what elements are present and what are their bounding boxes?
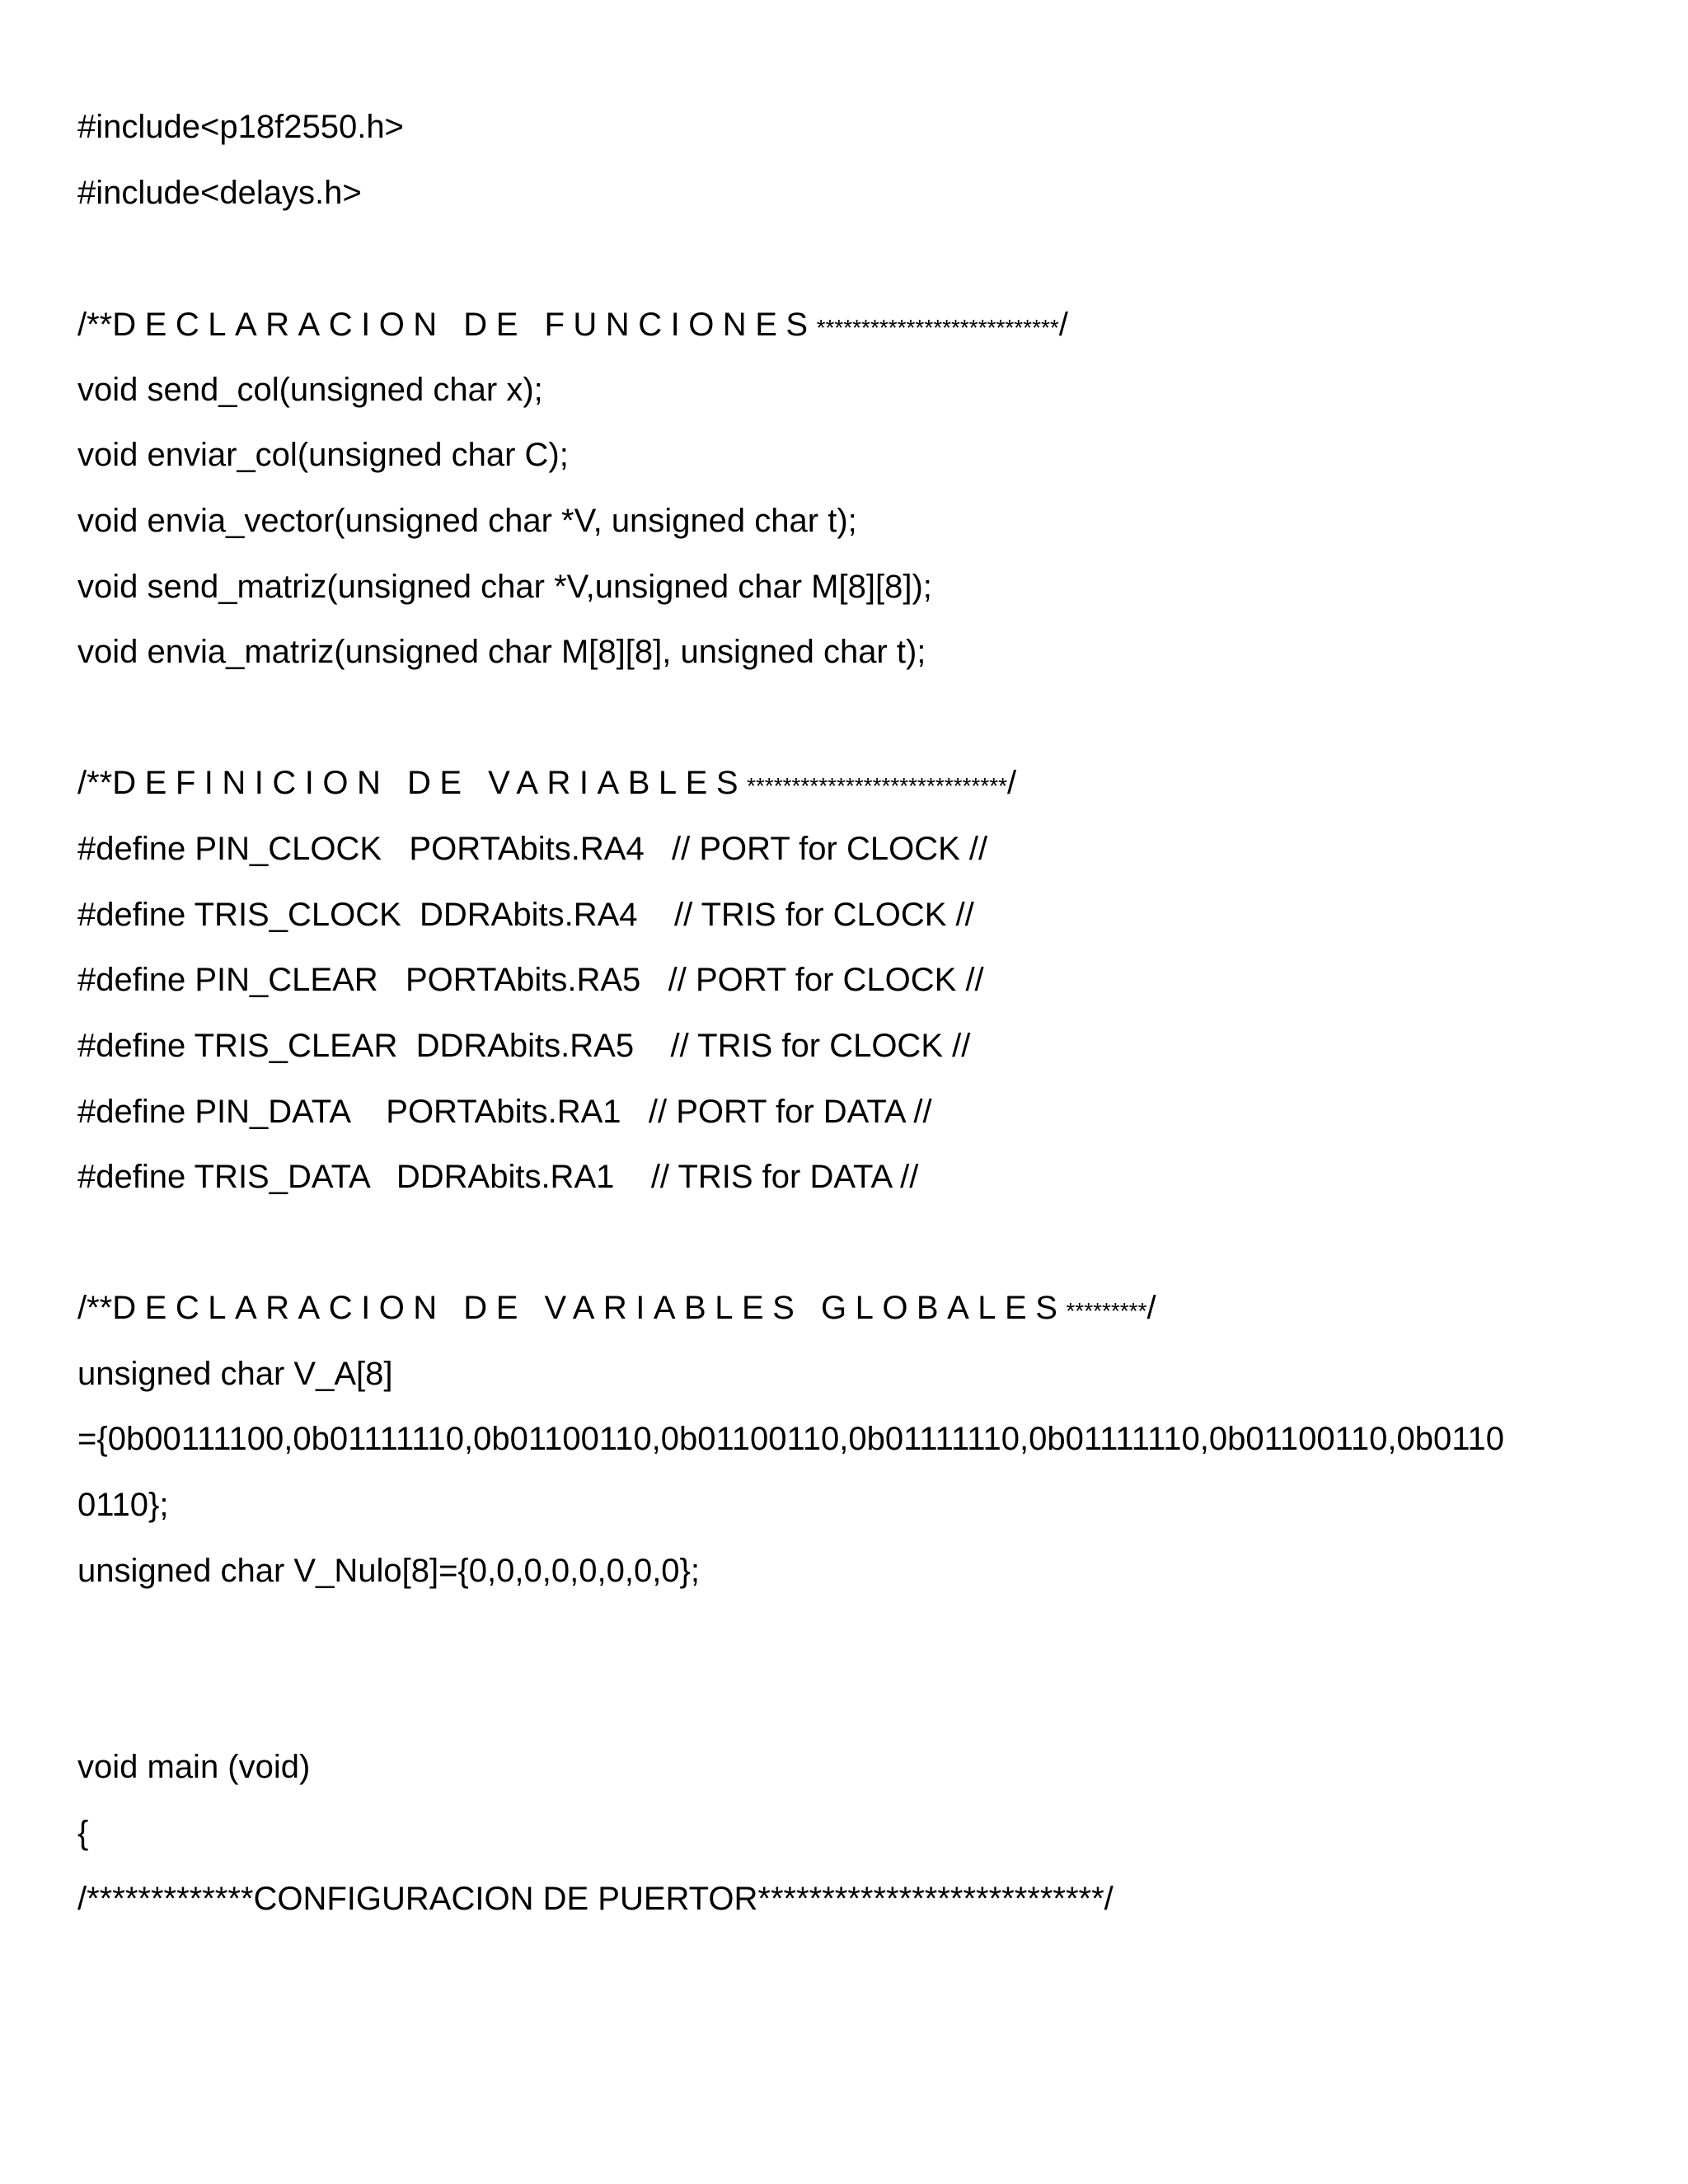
global-declaration: ={0b00111100,0b01111110,0b01100110,0b01100110,0b01111110,0b01111110,0b01100110,0b0110 [77,1421,1504,1457]
comment-suffix: / [1058,307,1068,343]
section-title: DECLARACION DE FUNCIONES [112,307,817,343]
define-line: #define PIN_DATA PORTAbits.RA1 // PORT for DATA // [77,1094,932,1130]
section-header-globals [77,1288,1156,1331]
section-header-functions [77,305,1068,348]
include-line: #include<p18f2550.h> [77,109,404,145]
define-line: #define TRIS_DATA DDRAbits.RA1 // TRIS for DATA // [77,1159,919,1195]
comment-prefix: /** [77,1290,113,1326]
global-declaration: 0110}; [77,1487,169,1523]
comment-prefix: /** [77,307,113,343]
comment-stars: *************************** [816,315,1059,340]
section-header-variables [77,763,1016,806]
include-line: #include<delays.h> [77,175,362,211]
main-function-signature: void main (void) [77,1749,311,1785]
global-declaration: unsigned char V_Nulo[8]={0,0,0,0,0,0,0,0}; [77,1553,701,1589]
comment-prefix: /** [77,765,113,801]
define-line: #define TRIS_CLOCK DDRAbits.RA4 // TRIS for CLOCK // [77,897,974,933]
function-declaration: void envia_vector(unsigned char *V, unsigned char t); [77,503,857,539]
opening-brace: { [77,1815,89,1851]
comment-suffix: / [1146,1290,1156,1326]
function-declaration: void send_col(unsigned char x); [77,372,543,408]
section-title: DECLARACION DE VARIABLES GLOBALES [112,1290,1067,1326]
comment-stars: ***************************** [747,773,1008,799]
define-line: #define TRIS_CLEAR DDRAbits.RA5 // TRIS for CLOCK // [77,1028,971,1064]
config-comment: /*************CONFIGURACION DE PUERTOR***************************/ [77,1881,1114,1917]
function-declaration: void enviar_col(unsigned char C); [77,437,569,473]
comment-suffix: / [1007,765,1017,801]
section-title: DEFINICION DE VARIABLES [112,765,748,801]
define-line: #define PIN_CLOCK PORTAbits.RA4 // PORT for CLOCK // [77,831,988,867]
comment-stars: ********* [1066,1298,1147,1324]
define-line: #define PIN_CLEAR PORTAbits.RA5 // PORT for CLOCK // [77,962,984,998]
function-declaration: void send_matriz(unsigned char *V,unsigned char M[8][8]); [77,569,932,605]
global-declaration: unsigned char V_A[8] [77,1356,393,1392]
function-declaration: void envia_matriz(unsigned char M[8][8], unsigned char t); [77,634,926,670]
